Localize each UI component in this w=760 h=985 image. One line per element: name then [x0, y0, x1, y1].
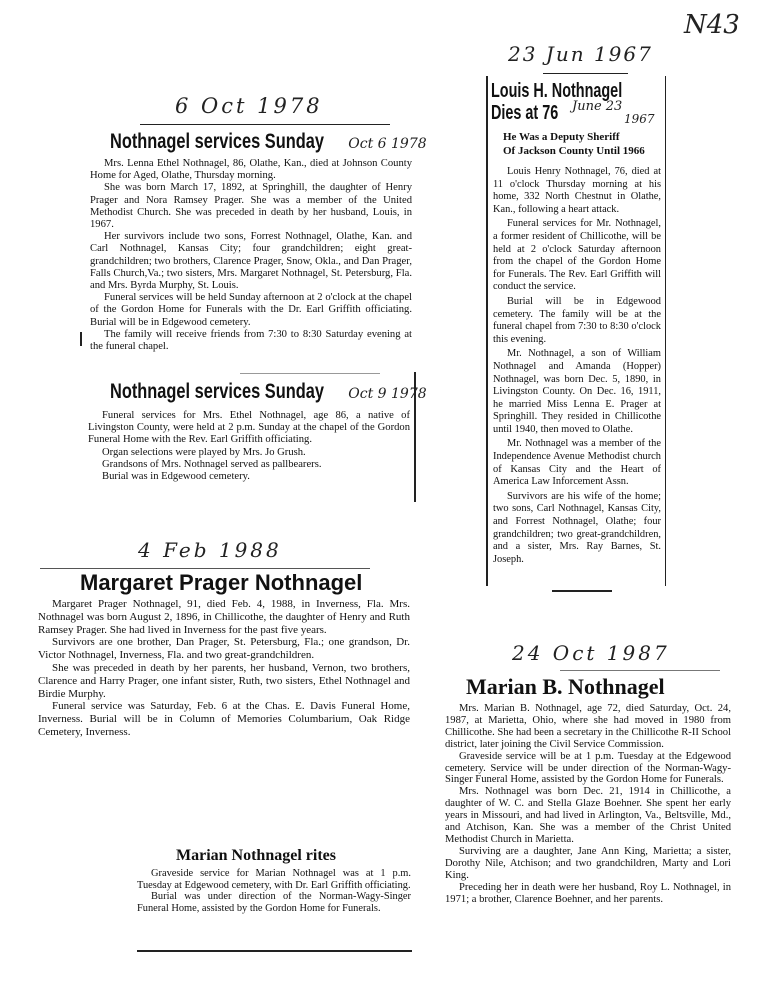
article-body — [493, 166, 661, 566]
headline: Louis H. Nothnagel — [491, 80, 623, 102]
paragraph: Funeral services for Mr. Nothnagel, a former resident of Chillicothe, will be held at 2 o'clock Saturday afternoon from the chapel of the Gordon Home for Funerals. The Rev. Earl Griffith will conduct the service. — [493, 218, 661, 293]
margin-note: Oct 6 1978 — [348, 136, 427, 152]
paragraph: The family will receive friends from 7:30 to 8:30 Saturday evening at the funeral chapel. — [90, 328, 412, 353]
handwritten-date: 6 Oct 1978 — [175, 94, 323, 118]
margin-note: June 23 — [572, 99, 623, 114]
paragraph: Funeral services will be held Sunday afternoon at 2 o'clock at the chapel of the Gordon Home for Funerals with the Dr. Earl Griffith officiating. Burial will be in Edgewood cemetery. — [90, 292, 412, 328]
paragraph: Mrs. Marian B. Nothnagel, age 72, died Saturday, Oct. 24, 1987, at Marietta, Ohio, where she had moved in 1980 from Chillicothe. She had been a secretary in the Chillicothe R-II School district, later joining the Civil Service Commission. — [445, 703, 731, 750]
headline-row — [110, 128, 427, 154]
clip-edge — [665, 76, 666, 586]
handwritten-date: 23 Jun 1967 — [508, 42, 653, 66]
headline: Nothnagel services Sunday — [110, 380, 324, 403]
paragraph: Survivors are one brother, Dan Prager, St. Petersburg, Fla.; one grandson, Dr. Victor Nothnagel, Inverness, Fla. and two great-grandchildren. — [38, 636, 410, 662]
headline: Margaret Prager Nothnagel — [80, 570, 363, 595]
article-body — [137, 868, 411, 914]
article-body — [90, 158, 412, 353]
paragraph: Burial was in Edgewood cemetery. — [102, 471, 250, 483]
subhead: He Was a Deputy Sheriff — [503, 131, 620, 143]
margin-note: 1967 — [624, 112, 655, 126]
headline: Nothnagel services Sunday — [110, 130, 324, 153]
paragraph: Louis Henry Nothnagel, 76, died at 11 o'clock Thursday morning at his home, 332 North Chestnut in Olathe, Kan., following a heart attack. — [493, 166, 661, 215]
paragraph: Graveside service for Marian Nothnagel was at 1 p.m. Tuesday at Edgewood cemetery, with Dr. Earl Griffith officiating. — [137, 868, 411, 891]
headline: Marian Nothnagel rites — [176, 847, 336, 864]
paragraph: Burial was under direction of the Norman-Wagy-Singer Funeral Home, assisted by the Gordon Home for Funerals. — [137, 891, 411, 914]
article-body — [88, 410, 410, 483]
paragraph: Burial will be in Edgewood cemetery. The family will be at the funeral chapel from 7:30 to 8:30 o'clock this evening. — [493, 295, 661, 345]
paragraph: Grandsons of Mrs. Nothnagel served as pallbearers. — [102, 458, 322, 470]
paragraph: Funeral services for Mrs. Ethel Nothnagel, age 86, a native of Livingston County, were held at 2 p.m. Sunday at the chapel of the Gordon Funeral Home with the Rev. Earl Griffith officiating. — [88, 410, 410, 446]
divider — [552, 590, 612, 592]
article-body — [38, 598, 410, 739]
handwritten-date: 24 Oct 1987 — [512, 641, 670, 665]
paragraph: Mrs. Nothnagel was born Dec. 21, 1914 in Chillicothe, a daughter of W. C. and Stella Glaze Boehner. She spent her early years in Missouri, and had lived in Arlington, Va., Beltsville, Md., and Atchison, Kan. She was a member of the Christ United Methodist Church in Marietta. — [445, 786, 731, 845]
headline: Dies at 76 — [491, 102, 559, 124]
paragraph: Her survivors include two sons, Forrest Nothnagel, Olathe, Kan. and Carl Nothnagel, Kansas City; four grandchildren; eight great-grandchildren; two brothers, Clarence Prager, Snow, Okla., and Dan Prager, Falls Church,Va.; two sisters, Mrs. Margaret Nothnagel, St. Petersburg, Fla. and Mrs. Byrda Murphy, St. Louis. — [90, 231, 412, 292]
divider — [40, 568, 370, 569]
article-body — [445, 703, 731, 905]
paragraph: She was born March 17, 1892, at Springhill, the daughter of Henry Prager and Nora Ramsey Prager. She was a member of the United Methodist Church. She was preceded in death by her husband, Louis, in 1967. — [90, 182, 412, 231]
divider — [240, 373, 380, 374]
margin-note: Oct 9 1978 — [348, 386, 427, 402]
paragraph: Preceding her in death were her husband, Roy L. Nothnagel, in 1971; a brother, Clarence Boehner, and her parents. — [445, 881, 731, 905]
paragraph: Graveside service will be at 1 p.m. Tuesday at the Edgewood cemetery. Service will be under direction of the Norman-Wagy-Singer Funeral Home, assisted by the Gordon Home for Funerals. — [445, 750, 731, 786]
subhead: Of Jackson County Until 1966 — [503, 145, 645, 157]
divider — [543, 73, 628, 74]
paragraph: Margaret Prager Nothnagel, 91, died Feb. 4, 1988, in Inverness, Fla. Mrs. Nothnagel was born August 2, 1896, in Chillicothe, the daughter of Henry and Ruth Ramsey Prager. She had lived in Inverness for the past five years. — [38, 598, 410, 636]
divider — [137, 950, 412, 952]
paragraph: She was preceded in death by her parents, her husband, Vernon, two brothers, Clarence and Harry Prager, one infant sister, Ruth, two sisters, Ethel Nothnagel and Birdie Murphy. — [38, 661, 410, 700]
paragraph: Organ selections were played by Mrs. Jo Grush. — [102, 446, 306, 458]
paragraph: Funeral service was Saturday, Feb. 6 at the Chas. E. Davis Funeral Home, Inverness. Burial will be in Column of Memories Columbarium, Oak Ridge Cemetery, Inverness. — [38, 700, 410, 738]
paragraph: Mrs. Lenna Ethel Nothnagel, 86, Olathe, Kan., died at Johnson County Home for Aged, Olathe, Thursday morning. — [90, 158, 412, 182]
paragraph: Survivors are his wife of the home; two sons, Carl Nothnagel, Kansas City, and Forrest Nothnagel, Olathe; four grandchildren; two great-grandchildren, and a sister, Mrs. Ray Barnes, St. Joseph. — [493, 490, 661, 565]
headline: Marian B. Nothnagel — [466, 674, 665, 699]
paragraph: Surviving are a daughter, Jane Ann King, Marietta; a sister, Dorothy Nile, Atchison; and two grandchildren, Marty and Lori King. — [445, 845, 731, 881]
divider — [140, 124, 390, 125]
clip-edge — [486, 76, 488, 586]
paragraph: Mr. Nothnagel was a member of the Independence Avenue Methodist church of Kansas City and the Heart of America Law Inforcement Assn. — [493, 438, 661, 488]
clip-edge — [80, 332, 82, 346]
divider — [560, 670, 720, 671]
page-label: N43 — [684, 10, 740, 40]
paragraph: Mr. Nothnagel, a son of William Nothnagel and Amanda (Hopper) Nothnagel, was born Dec. 5, 1890, in Livingston County. On Dec. 16, 1911, he married Miss Lenna E. Prager at Springhill. They resided in Chillicothe until 1940, then moved to Olathe. — [493, 348, 661, 435]
headline-row — [110, 378, 427, 404]
handwritten-date: 4 Feb 1988 — [138, 538, 282, 562]
